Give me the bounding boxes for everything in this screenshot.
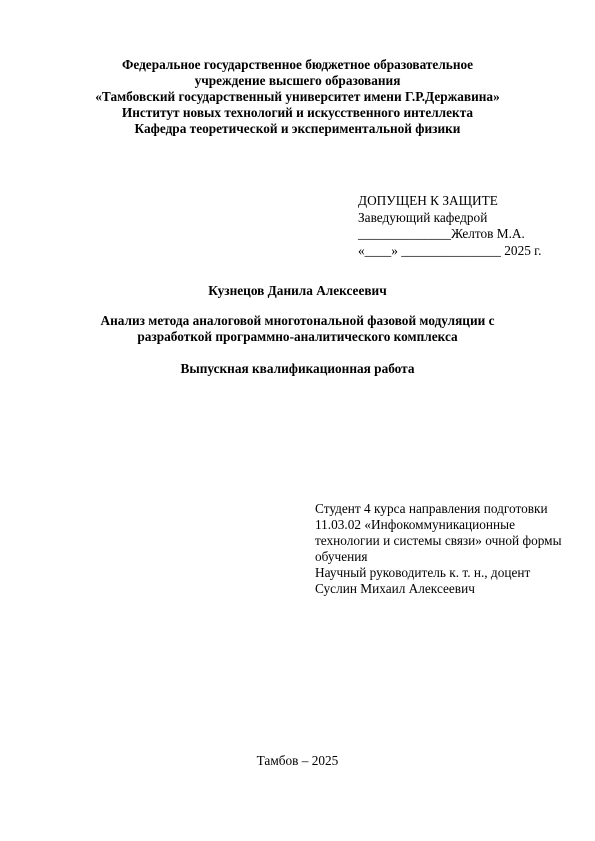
work-type-block — [60, 361, 535, 377]
org-line-1: Федеральное государственное бюджетное образовательное — [121, 57, 474, 72]
city-year: Тамбов – 2025 — [256, 753, 339, 768]
approval-stamp: ДОПУЩЕН К ЗАЩИТЕ — [358, 193, 498, 208]
city-year-block — [60, 753, 535, 769]
org-line-2: учреждение высшего образования — [194, 73, 401, 88]
org-line-5: Кафедра теоретической и экспериментальной физики — [134, 121, 461, 136]
work-type: Выпускная квалификационная работа — [180, 361, 415, 376]
author-name-block — [60, 283, 535, 299]
student-info-line-3: технологии и системы связи» очной формы — [315, 533, 562, 548]
approval-position: Заведующий кафедрой — [358, 209, 488, 225]
org-line-3: «Тамбовский государственный университет имени Г.Р.Державина» — [95, 89, 500, 104]
work-title — [60, 313, 535, 345]
work-title-line-1: Анализ метода аналоговой многотональной фазовой модуляции с — [100, 313, 495, 328]
approval-block — [358, 193, 588, 259]
student-info-block — [315, 501, 585, 597]
author-name: Кузнецов Данила Алексеевич — [208, 283, 387, 298]
approval-signature-line: ______________Желтов М.А. — [358, 226, 525, 241]
org-line-4: Институт новых технологий и искусственного интеллекта — [121, 105, 474, 120]
student-info-line-4: обучения — [315, 549, 368, 564]
student-info-line-1: Студент 4 курса направления подготовки — [315, 501, 548, 516]
student-info-line-5: Научный руководитель к. т. н., доцент — [315, 565, 531, 580]
approval-date-line: «____» _______________ 2025 г. — [358, 242, 542, 258]
organization-header — [60, 57, 535, 137]
student-info-line-2: 11.03.02 «Инфокоммуникационные — [315, 517, 515, 532]
student-info-line-6: Суслин Михаил Алексеевич — [315, 581, 475, 596]
work-title-line-2: разработкой программно-аналитического комплекса — [137, 329, 458, 344]
